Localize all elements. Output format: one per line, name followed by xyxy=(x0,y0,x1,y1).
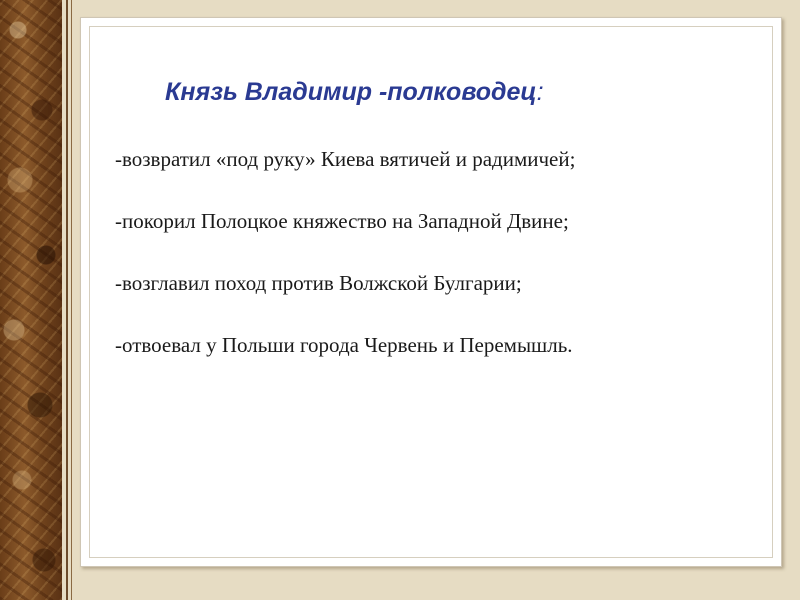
list-item: -возвратил «под руку» Киева вятичей и радимичей; xyxy=(115,147,576,171)
list-item: -отвоевал у Польши города Червень и Перемышль. xyxy=(115,333,573,357)
list-item: -покорил Полоцкое княжество на Западной Двине; xyxy=(115,209,569,233)
decorative-side-border xyxy=(0,0,62,600)
side-divider xyxy=(71,0,72,600)
list-item: -возглавил поход против Волжской Булгарии; xyxy=(115,271,522,295)
slide-title-colon: : xyxy=(536,78,544,106)
bullet-list xyxy=(115,144,575,392)
side-divider xyxy=(66,0,68,600)
slide-title xyxy=(165,78,544,107)
content-panel xyxy=(80,17,782,567)
slide-title-text: Князь Владимир -полководец xyxy=(165,78,537,106)
